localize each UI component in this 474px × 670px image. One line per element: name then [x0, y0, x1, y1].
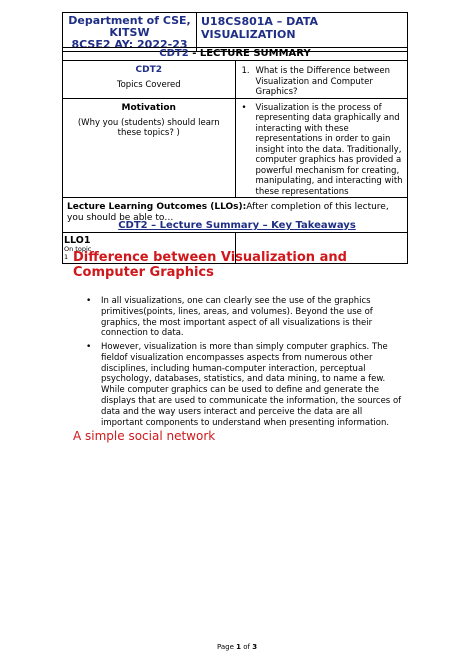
class-year-line: 8CSE2 AY: 2022-23	[71, 38, 188, 51]
course-title: U18CS801A – DATA VISUALIZATION	[201, 15, 319, 41]
bullet-icon: •	[86, 296, 92, 306]
topic-code: CDT2	[135, 65, 162, 75]
lecture-code: CDT2	[159, 48, 189, 59]
topics-covered-label: Topics Covered	[116, 80, 181, 90]
llo-heading: Lecture Learning Outcomes (LLOs):	[67, 202, 247, 212]
topic-number: 1.	[241, 66, 250, 76]
list-item	[86, 296, 402, 339]
department-line: Department of CSE,	[68, 14, 191, 27]
topics-label-cell	[63, 61, 236, 99]
topic-text: What is the Difference between Visualization and Computer Graphics?	[255, 66, 390, 97]
motivation-subtitle: (Why you (students) should learn these topics? )	[77, 117, 220, 138]
department-cell	[63, 13, 197, 52]
lecture-summary-label: - LECTURE SUMMARY	[188, 48, 311, 59]
page-footer	[0, 643, 474, 651]
lecture-summary-table	[62, 47, 408, 264]
topics-content-cell	[235, 61, 408, 99]
motivation-label-cell	[63, 98, 236, 198]
page-total: 3	[252, 643, 258, 651]
section-heading: Difference between Visualization and Computer Graphics	[73, 250, 347, 280]
list-item	[86, 342, 402, 428]
key-takeaways-title: CDT2 – Lecture Summary – Key Takeaways	[118, 220, 356, 231]
header-table	[62, 12, 408, 52]
bullet-icon: •	[86, 342, 92, 352]
subheading: A simple social network	[73, 429, 216, 443]
page-separator: of	[240, 643, 253, 651]
llo1-subtitle: On topic 1	[64, 245, 92, 261]
college-line: KITSW	[109, 26, 150, 39]
llo-intro-text: After completion of this lecture, you should be able to…	[67, 202, 389, 223]
list-item-text: However, visualization is more than simply computer graphics. The fieldof visualization encompasses aspects from numerous other disciplines, including human-computer interaction, perceptual psychology, databases, statistics, and data mining, to name a few. While computer graphics can be used to define and generate the displays that are used to communicate the information, the sources of data and the way users interact and perceive the data are all important components to understand when presenting information.	[101, 342, 402, 428]
motivation-title: Motivation	[121, 102, 176, 113]
llo1-code: LLO1	[64, 235, 91, 246]
course-cell	[197, 13, 408, 52]
page-prefix: Page	[216, 643, 237, 651]
list-item-text: In all visualizations, one can clearly see the use of the graphics primitives(points, lines, areas, and volumes). Beyond the use of graphics, the most important aspect of all visualizations is their connection to data.	[101, 296, 373, 339]
lecture-summary-title	[63, 48, 408, 61]
page-number: 1	[236, 643, 241, 651]
bullet-icon: •	[241, 102, 247, 113]
motivation-text: Visualization is the process of representing data graphically and interacting with these representations in order to gain insight into the data. Traditionally, computer graphics has provided a powerful mechanism for creating, manipulating, and interacting with these representations	[255, 102, 403, 197]
motivation-content-cell	[235, 98, 408, 198]
